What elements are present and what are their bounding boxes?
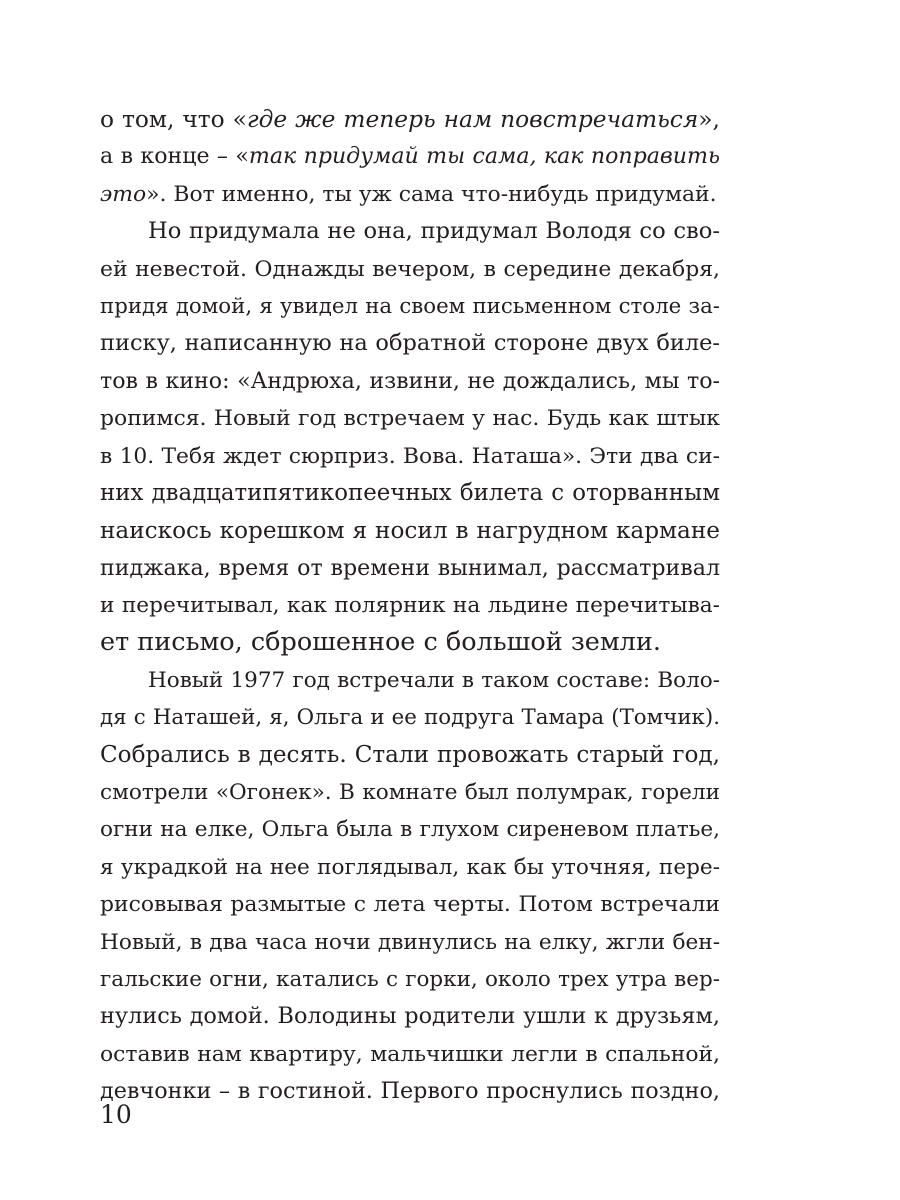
text-segment: придя домой, я увидел на своем письменном столе за- bbox=[100, 293, 720, 319]
text-segment: нулись домой. Володины родители ушли к друзьям, bbox=[100, 1003, 720, 1030]
italic-quote: так придумай ты сама, как поправить bbox=[248, 143, 721, 170]
text-line bbox=[100, 699, 720, 736]
text-segment: Новый 1977 год встречали в таком составе: Воло- bbox=[148, 667, 720, 693]
text-segment: ет письмо, сброшенное с большой земли. bbox=[100, 627, 661, 658]
text-segment: девчонки – в гостиной. Первого проснулись поздно, bbox=[100, 1078, 720, 1105]
text-segment: Но придумала не она, придумал Володя со сво- bbox=[148, 218, 720, 245]
text-line bbox=[100, 400, 720, 437]
text-line bbox=[100, 213, 720, 250]
text-line bbox=[100, 961, 720, 998]
text-line bbox=[100, 886, 720, 923]
text-segment: ропимся. Новый год встречаем у нас. Будь как штык bbox=[100, 406, 720, 432]
text-segment: в 10. Тебя ждет сюрприз. Вова. Наташа». Эти два си- bbox=[100, 443, 720, 469]
italic-quote: где же теперь нам повстречаться bbox=[246, 106, 699, 133]
body-text bbox=[100, 101, 720, 1111]
text-line bbox=[100, 512, 720, 549]
text-segment: и перечитывал, как полярник на льдине перечитыва- bbox=[100, 593, 720, 619]
text-line bbox=[100, 1073, 720, 1110]
text-line bbox=[100, 288, 720, 325]
text-segment: гальские огни, катались с горки, около трех утра вер- bbox=[100, 966, 720, 992]
text-segment: дя с Наташей, я, Ольга и ее подруга Тамара (Томчик). bbox=[100, 705, 720, 731]
text-line bbox=[100, 998, 720, 1035]
text-line bbox=[100, 101, 720, 138]
text-segment: писку, написанную на обратной стороне двух биле- bbox=[100, 330, 720, 357]
text-segment: Собрались в десять. Стали провожать старый год, bbox=[100, 741, 720, 768]
text-segment: Новый, в два часа ночи двинулись на елку, жгли бен- bbox=[100, 929, 720, 955]
text-line bbox=[100, 176, 720, 213]
text-segment: я украдкой на нее поглядывал, как бы уточняя, пере- bbox=[100, 854, 720, 880]
text-segment: а в конце – « bbox=[100, 143, 249, 170]
text-segment: тов в кино: «Андрюха, извини, не дождались, мы то- bbox=[100, 367, 720, 394]
text-line bbox=[100, 363, 720, 400]
text-line bbox=[100, 438, 720, 475]
text-segment: оставив нам квартиру, мальчишки легли в спальной, bbox=[100, 1041, 720, 1067]
text-segment: », bbox=[698, 106, 720, 133]
text-line bbox=[100, 624, 720, 661]
text-line bbox=[100, 662, 720, 699]
text-segment: ». Вот именно, ты уж сама что-нибудь придумай. bbox=[146, 181, 717, 207]
text-line bbox=[100, 1036, 720, 1073]
text-line bbox=[100, 325, 720, 362]
text-segment: огни на елке, Ольга была в глухом сиреневом платье, bbox=[100, 817, 720, 843]
text-line bbox=[100, 737, 720, 774]
text-line bbox=[100, 811, 720, 848]
text-segment: наискось корешком я носил в нагрудном кармане bbox=[100, 517, 720, 545]
text-line bbox=[100, 924, 720, 961]
text-line bbox=[100, 251, 720, 288]
text-line bbox=[100, 475, 720, 512]
text-segment: пиджака, время от времени вынимал, рассматривал bbox=[100, 554, 720, 581]
text-segment: о том, что « bbox=[100, 106, 247, 133]
text-segment: них двадцатипятикопеечных билета с оторванным bbox=[100, 479, 720, 506]
page-number: 10 bbox=[100, 1100, 132, 1129]
text-line bbox=[100, 550, 720, 587]
text-segment: смотрели «Огонек». В комнате был полумрак, горели bbox=[100, 780, 720, 806]
text-segment: рисовывая размытые с лета черты. Потом встречали bbox=[100, 892, 720, 918]
text-line bbox=[100, 774, 720, 811]
text-segment: ей невестой. Однажды вечером, в середине декабря, bbox=[100, 256, 720, 282]
text-line bbox=[100, 849, 720, 886]
text-line bbox=[100, 587, 720, 624]
italic-quote: это bbox=[100, 181, 147, 207]
text-line bbox=[100, 138, 720, 175]
